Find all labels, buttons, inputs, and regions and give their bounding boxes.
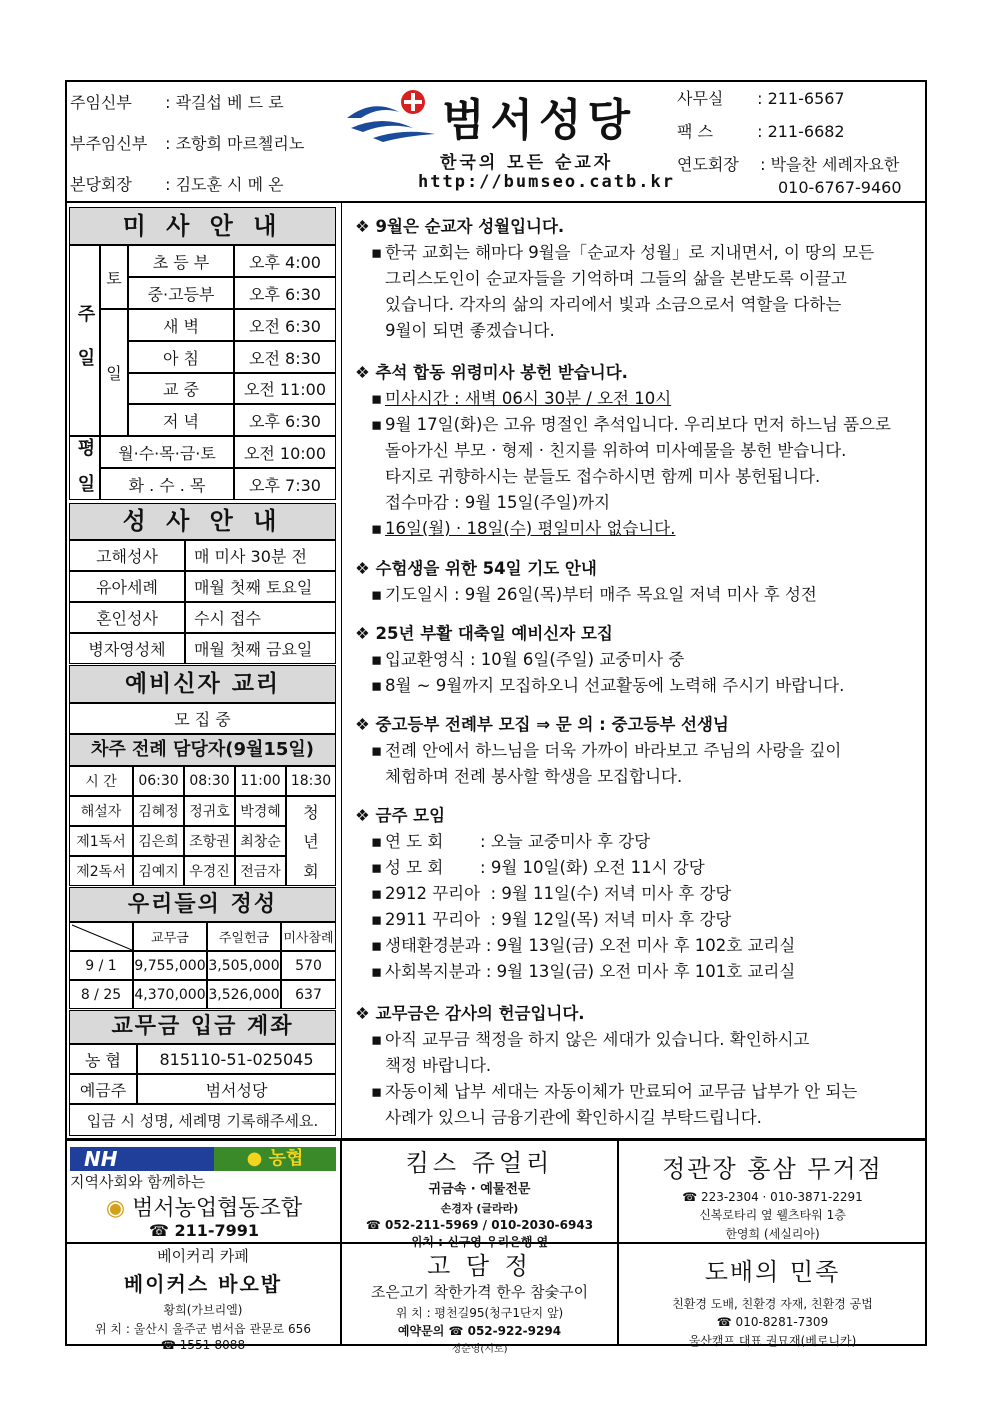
mass-row-name: 중·고등부 <box>128 277 234 309</box>
notice-heading: ❖ 중고등부 전례부 모집 ⇒ 문 의 : 중고등부 선생님 <box>355 715 729 734</box>
mass-row-name: 아 침 <box>128 341 234 373</box>
sacrament-title: 성 사 안 내 <box>69 503 336 540</box>
mass-row-time: 오후 6:30 <box>234 404 336 436</box>
account-title: 교무금 입금 계좌 <box>69 1010 336 1044</box>
liturgy-person: 최창순 <box>235 826 286 856</box>
bakery-line0: 베이커리 카페 <box>157 1247 249 1265</box>
notice-bullet: ▪ 9월 17일(화)은 고유 명절인 추석입니다. 우리보다 먼저 하느님 품으로 <box>371 415 891 434</box>
sacrament-name: 고해성사 <box>69 540 185 571</box>
notice-bullet: ▪ 한국 교회는 해마다 9월을「순교자 성월」로 지내면서, 이 땅의 모든 <box>371 243 875 262</box>
church-logo-icon <box>343 88 439 144</box>
mass-row-time: 오후 4:00 <box>234 245 336 277</box>
notice-line: 9월이 되면 좋겠습니다. <box>385 321 555 340</box>
bakery-line3: ☎ 1551-8088 <box>160 1338 246 1352</box>
liturgy-person: 우경진 <box>184 856 235 886</box>
notice-heading: ❖ 추석 합동 위령미사 봉헌 받습니다. <box>355 363 628 382</box>
liturgy-header: 시 간 <box>69 766 133 796</box>
mass-row-time: 오후 7:30 <box>234 468 336 500</box>
mass-sunday-label: 주 일 <box>69 245 100 436</box>
notice-line: 접수마감 : 9월 15일(주일)까지 <box>385 493 611 512</box>
sacrament-name: 혼인성사 <box>69 602 185 633</box>
nh-line1: 지역사회와 함께하는 <box>70 1173 206 1191</box>
notice-line: 돌아가신 부모 · 형제 · 친지를 위하여 미사예물을 봉헌 받습니다. <box>385 441 847 460</box>
godam-line1: 조은고기 착한가격 한우 참숯구이 <box>370 1283 589 1301</box>
notice-bullet: ▪ 미사시간 : 새벽 06시 30분 / 오전 10시 <box>371 389 672 408</box>
council-row <box>70 172 284 195</box>
liturgy-person: 조항권 <box>184 826 235 856</box>
catechumen-value: 모 집 중 <box>69 703 336 734</box>
ad-dobae <box>618 1243 927 1346</box>
nh-name: 범서농업협동조합 <box>132 1196 303 1221</box>
subtitle: 한국의 모든 순교자 <box>440 153 614 173</box>
ad-nh <box>65 1140 341 1243</box>
assistant-row <box>70 131 304 154</box>
notice-heading: ❖ 25년 부활 대축일 예비신자 모집 <box>355 624 613 643</box>
assistant-label: 부주임신부 <box>70 134 148 153</box>
kims-title: 킴스 쥬얼리 <box>405 1149 554 1177</box>
bakery-title: 베이커스 바오밥 <box>123 1272 283 1296</box>
liturgy-header: 11:00 <box>235 766 286 796</box>
offering-value: 570 <box>281 951 336 980</box>
liturgy-person: 박경혜 <box>235 796 286 826</box>
liturgy-header: 18:30 <box>286 766 336 796</box>
notice-block <box>355 803 925 985</box>
notice-bullet: ▪ 전례 안에서 하느님을 더욱 가까이 바라보고 주님의 사랑을 깊이 <box>371 741 842 760</box>
notice-bullet: ▪ 자동이체 납부 세대는 자동이체가 만료되어 교무금 납부가 안 되는 <box>371 1082 858 1101</box>
offering-header: 미사참례 <box>281 922 336 951</box>
office-value: : 211-6567 <box>757 89 845 108</box>
mass-sun-label: 일 <box>100 309 128 436</box>
nh-logo-right: ● 농협 <box>214 1147 336 1171</box>
mass-row-time: 오전 10:00 <box>234 436 336 468</box>
notice-bullet: ▪ 생태환경분과 : 9월 13일(금) 오전 미사 후 102호 교리실 <box>371 936 796 955</box>
notice-bullet: ▪ 2911 꾸리아 : 9월 12일(목) 저녁 미사 후 강당 <box>371 910 732 929</box>
notice-line: 책정 바랍니다. <box>385 1056 492 1075</box>
notice-bullet: ▪ 아직 교무금 책정을 하지 않은 세대가 있습니다. 확인하시고 <box>371 1030 810 1049</box>
sacrament-name: 병자영성체 <box>69 633 185 664</box>
liturgy-youth: 청 <box>303 803 319 823</box>
pastor-label: 주임신부 <box>70 93 132 112</box>
account-note: 입금 시 성명, 세례명 기록해주세요. <box>69 1104 336 1136</box>
bakery-line2: 위 치 : 울산시 울주군 범서읍 관문로 656 <box>95 1322 311 1336</box>
account-holder-label: 예금주 <box>69 1074 137 1104</box>
notice-block <box>355 712 925 790</box>
kims-line1: 귀금속 · 예물전문 <box>428 1182 531 1197</box>
catechumen-title: 예비신자 교리 <box>69 665 336 703</box>
mass-row-name: 새 벽 <box>128 309 234 341</box>
kims-line2: 손경자 (글라라) <box>440 1202 519 1215</box>
notice-heading: ❖ 금주 모임 <box>355 806 446 825</box>
nh-logo-left: NH <box>70 1147 214 1171</box>
liturgy-header: 08:30 <box>184 766 235 796</box>
sacrament-value: 매월 첫째 금요일 <box>185 633 336 664</box>
offering-value: 637 <box>281 980 336 1009</box>
offering-date: 9 / 1 <box>69 951 133 980</box>
notice-bullet: ▪ 2912 꾸리아 : 9월 11일(수) 저녁 미사 후 강당 <box>371 884 732 903</box>
dobae-title: 도배의 민족 <box>704 1258 841 1286</box>
liturgy-person: 전금자 <box>235 856 286 886</box>
account-holder: 범서성당 <box>137 1074 336 1104</box>
ginseng-line2: 신복로타리 옆 웰츠타워 1층 <box>699 1208 846 1222</box>
ad-bakery <box>65 1243 341 1352</box>
council-value: : 김도훈 시 메 온 <box>165 175 284 194</box>
mass-row-name: 저 녁 <box>128 404 234 436</box>
bakery-line1: 황희(가브리엘) <box>163 1303 243 1317</box>
offering-header: 교무금 <box>133 922 207 951</box>
liturgy-role: 제1독서 <box>69 826 133 856</box>
fax-row <box>677 119 845 142</box>
mass-title: 미 사 안 내 <box>69 207 336 245</box>
mass-row-name: 교 중 <box>128 373 234 404</box>
sacrament-value: 수시 접수 <box>185 602 336 633</box>
notice-heading: ❖ 교무금은 감사의 헌금입니다. <box>355 1004 585 1023</box>
notice-line: 있습니다. 각자의 삶의 자리에서 빛과 소금으로서 역할을 다하는 <box>385 295 842 314</box>
kims-line4: 위치 : 신구영 우리은행 옆 <box>410 1235 549 1249</box>
nh-logo <box>70 1147 336 1171</box>
offering-corner <box>69 922 133 951</box>
council-label: 본당회장 <box>70 175 132 194</box>
notice-line: 사례가 있으니 금융기관에 확인하시길 부탁드립니다. <box>385 1108 762 1127</box>
liturgy-person: 김예지 <box>133 856 184 886</box>
sacrament-value: 매 미사 30분 전 <box>185 540 336 571</box>
offering-date: 8 / 25 <box>69 980 133 1009</box>
godam-line4: 정순영(시로) <box>451 1344 508 1355</box>
kims-line3: ☎ 052-211-5969 / 010-2030-6943 <box>365 1218 594 1232</box>
mass-row-time: 오전 11:00 <box>234 373 336 404</box>
nh-leaf-icon: ● <box>246 1148 263 1169</box>
nh-phone: ☎ 211-7991 <box>148 1221 260 1240</box>
yeondo-row <box>677 152 899 175</box>
assistant-value: : 조항희 마르첼리노 <box>165 134 305 153</box>
fax-label: 팩 스 <box>677 122 713 141</box>
dobae-line2: ☎ 010-8281-7309 <box>716 1315 829 1329</box>
account-bank: 농 협 <box>69 1044 137 1074</box>
office-row <box>677 86 845 109</box>
mass-row-time: 오전 6:30 <box>234 309 336 341</box>
godam-line3: 예약문의 ☎ 052-922-9294 <box>397 1324 562 1338</box>
offering-title: 우리들의 정성 <box>69 887 336 922</box>
liturgy-person: 정귀호 <box>184 796 235 826</box>
yeondo-label: 연도회장 <box>677 155 739 174</box>
liturgy-title: 차주 전례 담당자(9월15일) <box>69 734 336 766</box>
notice-heading: ❖ 수험생을 위한 54일 기도 안내 <box>355 559 597 578</box>
mass-row-time: 오후 6:30 <box>234 277 336 309</box>
offering-value: 3,505,000 <box>207 951 281 980</box>
liturgy-person: 김은희 <box>133 826 184 856</box>
notice-block <box>355 360 925 542</box>
liturgy-youth: 회 <box>303 861 319 881</box>
mass-row-name: 월·수·목·금·토 <box>100 436 234 468</box>
notice-block <box>355 1001 925 1131</box>
liturgy-role: 해설자 <box>69 796 133 826</box>
mass-row-name: 초 등 부 <box>128 245 234 277</box>
yeondo-value: : 박을찬 세례자요한 <box>760 155 900 174</box>
yeondo-phone: 010-6767-9460 <box>778 178 902 197</box>
notice-bullet: ▪ 사회복지분과 : 9월 13일(금) 오전 미사 후 101호 교리실 <box>371 962 796 981</box>
notice-line: 체험하며 전례 봉사할 학생을 모집합니다. <box>385 767 683 786</box>
ad-kims <box>341 1140 618 1249</box>
godam-line2: 위 치 : 평천길95(청구1단지 앞) <box>395 1306 564 1320</box>
liturgy-youth: 년 <box>303 832 319 852</box>
dobae-line1: 친환경 도배, 친환경 자재, 친환경 공법 <box>672 1297 873 1311</box>
liturgy-role: 제2독서 <box>69 856 133 886</box>
notice-block <box>355 621 925 699</box>
notice-bullet: ▪ 입교환영식 : 10월 6일(주일) 교중미사 중 <box>371 650 685 669</box>
pastor-value: : 곽길섭 베 드 로 <box>165 93 284 112</box>
liturgy-youth-cell <box>286 796 336 886</box>
mass-weekday-label: 평 일 <box>69 436 100 500</box>
offering-value: 9,755,000 <box>133 951 207 980</box>
notice-block <box>355 556 925 608</box>
notice-line: 타지로 귀향하시는 분들도 접수하시면 함께 미사 봉헌됩니다. <box>385 467 821 486</box>
nh-name-row <box>66 1191 342 1222</box>
ad-ginseng <box>618 1140 927 1243</box>
ad-godam <box>341 1243 618 1355</box>
ginseng-title: 정관장 홍삼 무거점 <box>662 1155 883 1183</box>
liturgy-person: 김혜정 <box>133 796 184 826</box>
pastor-row <box>70 90 284 113</box>
sacrament-value: 매월 첫째 토요일 <box>185 571 336 602</box>
notice-line: 그리스도인이 순교자들을 기억하며 그들의 삶을 본받도록 이끌고 <box>385 269 847 288</box>
church-url[interactable]: http://bumseo.catb.kr <box>418 172 675 192</box>
mass-sat-label: 토 <box>100 245 128 309</box>
notice-bullet: ▪ 16일(월) · 18일(수) 평일미사 없습니다. <box>371 519 676 538</box>
offering-value: 3,526,000 <box>207 980 281 1009</box>
header-divider <box>65 201 927 203</box>
fax-value: : 211-6682 <box>757 122 845 141</box>
mass-row-time: 오전 8:30 <box>234 341 336 373</box>
account-number: 815110-51-025045 <box>137 1044 336 1074</box>
mass-row-name: 화 . 수 . 목 <box>100 468 234 500</box>
notice-bullet: ▪ 성 모 회 : 9월 10일(화) 오전 11시 강당 <box>371 858 705 877</box>
ginseng-line3: 한영희 (세실리아) <box>725 1227 820 1241</box>
offering-header: 주일헌금 <box>207 922 281 951</box>
offering-value: 4,370,000 <box>133 980 207 1009</box>
godam-title: 고 담 정 <box>427 1252 532 1280</box>
notice-bullet: ▪ 8월 ~ 9월까지 모집하오니 선교활동에 노력해 주시기 바랍니다. <box>371 676 845 695</box>
nh-emblem-icon: ◉ <box>105 1196 126 1221</box>
dobae-line3: 울산캠프 대표 권묘재(베로니카) <box>688 1334 857 1348</box>
notice-bullet: ▪ 기도일시 : 9월 26일(목)부터 매주 목요일 저녁 미사 후 성전 <box>371 585 817 604</box>
liturgy-header: 06:30 <box>133 766 184 796</box>
ginseng-line1: ☎ 223-2304 · 010-3871-2291 <box>682 1190 863 1204</box>
notice-block <box>355 214 925 344</box>
sacrament-name: 유아세례 <box>69 571 185 602</box>
notice-bullet: ▪ 연 도 회 : 오늘 교중미사 후 강당 <box>371 832 651 851</box>
church-name: 범서성당 <box>442 95 637 146</box>
office-label: 사무실 <box>677 89 724 108</box>
column-divider <box>341 202 342 1138</box>
notice-heading: ❖ 9월은 순교자 성월입니다. <box>355 217 565 236</box>
